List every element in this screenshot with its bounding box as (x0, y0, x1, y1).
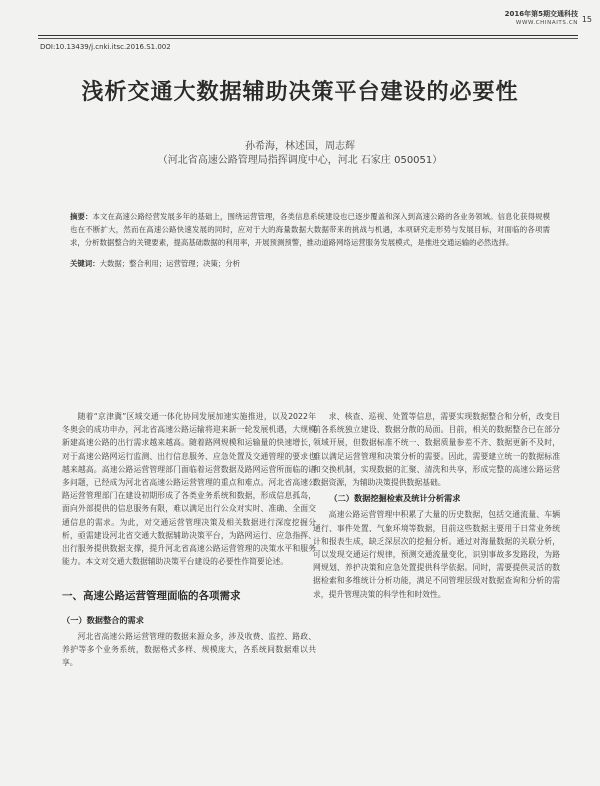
subsection-heading: （二）数据挖掘检索及统计分析需求 (329, 493, 461, 504)
keywords-label: 关键词： (70, 259, 100, 268)
abstract-label: 摘要： (70, 212, 93, 221)
body-paragraph: 高速公路运营管理中积累了大量的历史数据，包括交通流量、车辆通行、事件处置、气象环境等数据，目前这些数据主要用于日常业务统计和报表生成，缺乏深层次的挖掘分析。通过对海量数据的关联分析，可以发现交通运行规律，预测交通流量变化，识别事故多发路段，为路网规划、养护决策和应急处置提供科学依据。同时，需要提供灵活的数据检索和多维统计分析功能，满足不同管理层级对数据查询和分析的需求，提升管理决策的科学性和时效性。 (313, 510, 560, 599)
body-paragraph: 河北省高速公路运营管理的数据来源众多，涉及收费、监控、路政、养护等多个业务系统，数据格式多样、规模庞大，各系统间数据难以共享。 (62, 631, 316, 668)
affiliation: （河北省高速公路管理局指挥调度中心，河北 石家庄 050051） (157, 155, 443, 166)
keywords (70, 258, 550, 269)
page-number: 15 (581, 15, 592, 24)
body-column-left (62, 410, 316, 669)
abstract (70, 210, 550, 249)
abstract-text: 本文在高速公路经营发展多年的基础上，围绕运营管理，各类信息系统建设也已逐步覆盖和深入到高速公路的各业务领域。信息化获得规模也在不断扩大，然而在高速公路快速发展的同时，应对于大的海量数据大数据带来的挑战与机遇，本项研究走形势与发展目标，对面临的各项需求，分析数据整合的关键要素，提高基础数据的利用率，开展预测预警，推动道路网络运营服务发展模式，是推进交通运输的必然选择。 (70, 212, 550, 247)
header-rule (38, 35, 578, 36)
section-heading: 一、高速公路运营管理面临的各项需求 (62, 590, 241, 603)
body-column-right (313, 410, 560, 601)
header-rule-thin (38, 38, 578, 39)
keywords-text: 大数据；整合利用；运营管理；决策；分析 (99, 259, 241, 268)
author-list: 孙希海，林述国，周志辉 (245, 141, 355, 152)
paper-title: 浅析交通大数据辅助决策平台建设的必要性 (81, 80, 519, 105)
journal-url[interactable]: WWW.CHINAITS.CN (515, 20, 578, 26)
running-header (505, 10, 578, 28)
body-paragraph: 随着“京津冀”区域交通一体化协同发展加速实施推进，以及2022年冬奥会的成功申办，河北省高速公路运输将迎来新一轮发展机遇，大规模新建高速公路的出行需求越来越高。随着路网规模和运输量的快速增长，对于高速公路网运行监测、出行信息服务、应急处置及交通管理的要求也越来越高。高速公路运营管理部门面临着运营数据及路网运营所面临的诸多问题，已经成为河北省高速公路运营管理的重点和难点。河北省高速公路运营管理部门在建设初期形成了各类业务系统和数据，形成信息孤岛，面向外部提供的信息服务有限，难以满足出行公众对实时、准确、全面交通信息的需求。为此，对交通运营管理决策及相关数据进行深度挖掘分析，亟需建设河北省交通大数据辅助决策平台，为路网运行、应急指挥、出行服务提供数据支撑，提升河北省高速公路运营管理的决策水平和服务能力。本文对交通大数据辅助决策平台建设的必要性作简要论述。 (62, 412, 316, 567)
doi-label: DOI:10.13439/j.cnki.itsc.2016.S1.002 (40, 43, 171, 51)
subsection-heading: （一）数据整合的需求 (62, 614, 144, 625)
body-paragraph: 求、核查、巡视、处置等信息，需要实现数据整合和分析，改变目前各系统独立建设、数据分散的局面。目前，相关的数据整合已在部分领域开展，但数据标准不统一、数据质量参差不齐、数据更新不及时，难以满足运营管理和决策分析的需要。因此，需要建立统一的数据标准和交换机制，实现数据的汇聚、清洗和共享，形成完整的高速公路运营数据资源，为辅助决策提供数据基础。 (313, 412, 560, 488)
journal-name: 2016年第5期交通科技 (504, 10, 578, 18)
